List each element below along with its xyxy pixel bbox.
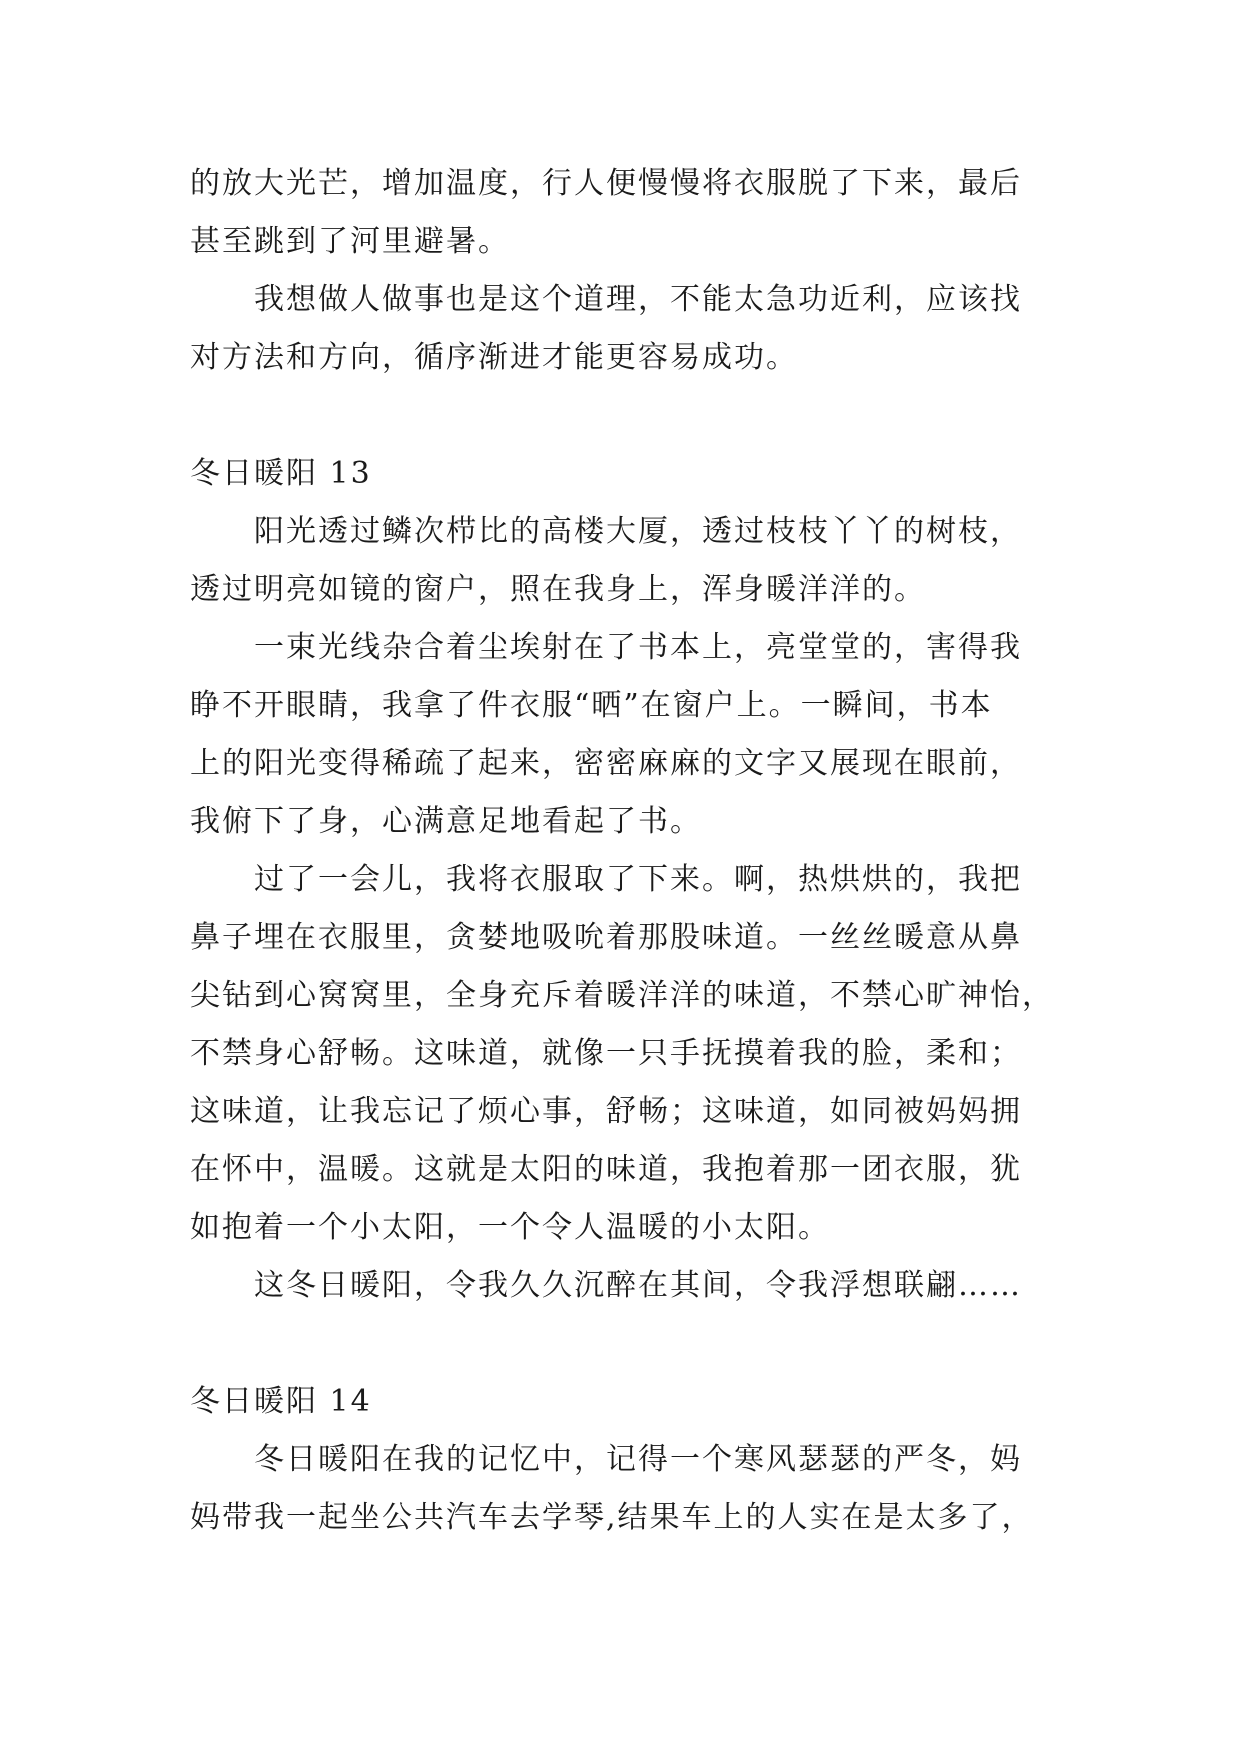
- section-13-paragraph-2: [190, 619, 1060, 851]
- section-title-13: 冬日暖阳 13: [190, 456, 372, 491]
- text-line: 冬日暖阳在我的记忆中，记得一个寒风瑟瑟的严冬，妈: [254, 1442, 1022, 1477]
- text-line: 鼻子埋在衣服里，贪婪地吸吮着那股味道。一丝丝暖意从鼻: [190, 920, 1022, 955]
- text-line: 过了一会儿，我将衣服取了下来。啊，热烘烘的，我把: [254, 862, 1022, 897]
- text-line: 一束光线杂合着尘埃射在了书本上，亮堂堂的，害得我: [254, 630, 1022, 665]
- text-line: 不禁身心舒畅。这味道，就像一只手抚摸着我的脸，柔和；: [190, 1036, 1022, 1071]
- section-13-paragraph-3: [190, 851, 1060, 1257]
- text-line: 甚至跳到了河里避暑。: [190, 224, 510, 259]
- continuation-paragraph: [190, 155, 1060, 271]
- section-spacer: [190, 1315, 1060, 1373]
- text-line: 这冬日暖阳，令我久久沉醉在其间，令我浮想联翩……: [254, 1268, 1022, 1303]
- text-line: 上的阳光变得稀疏了起来，密密麻麻的文字又展现在眼前，: [190, 746, 1022, 781]
- text-line: 尖钻到心窝窝里，全身充斥着暖洋洋的味道，不禁心旷神怡，: [190, 978, 1054, 1013]
- section-13-paragraph-4: [190, 1257, 1060, 1315]
- text-line: 在怀中，温暖。这就是太阳的味道，我抱着那一团衣服，犹: [190, 1152, 1022, 1187]
- document-page: [190, 155, 1060, 1547]
- text-line: 妈带我一起坐公共汽车去学琴,结果车上的人实在是太多了，: [190, 1500, 1034, 1535]
- text-line: 我俯下了身，心满意足地看起了书。: [190, 804, 702, 839]
- text-line: 透过明亮如镜的窗户，照在我身上，浑身暖洋洋的。: [190, 572, 926, 607]
- text-line: 阳光透过鳞次栉比的高楼大厦，透过枝枝丫丫的树枝，: [254, 514, 1022, 549]
- section-spacer: [190, 387, 1060, 445]
- reflection-paragraph: [190, 271, 1060, 387]
- text-line: 如抱着一个小太阳，一个令人温暖的小太阳。: [190, 1210, 830, 1245]
- section-13-paragraph-1: [190, 503, 1060, 619]
- text-line: 对方法和方向，循序渐进才能更容易成功。: [190, 340, 798, 375]
- text-line: 这味道，让我忘记了烦心事，舒畅；这味道，如同被妈妈拥: [190, 1094, 1022, 1129]
- section-14-paragraph-1: [190, 1431, 1060, 1547]
- text-line: 的放大光芒，增加温度，行人便慢慢将衣服脱了下来，最后: [190, 166, 1022, 201]
- section-title-14: 冬日暖阳 14: [190, 1384, 372, 1419]
- text-line: 睁不开眼睛，我拿了件衣服“晒”在窗户上。一瞬间，书本: [190, 688, 993, 723]
- text-line: 我想做人做事也是这个道理，不能太急功近利，应该找: [254, 282, 1022, 317]
